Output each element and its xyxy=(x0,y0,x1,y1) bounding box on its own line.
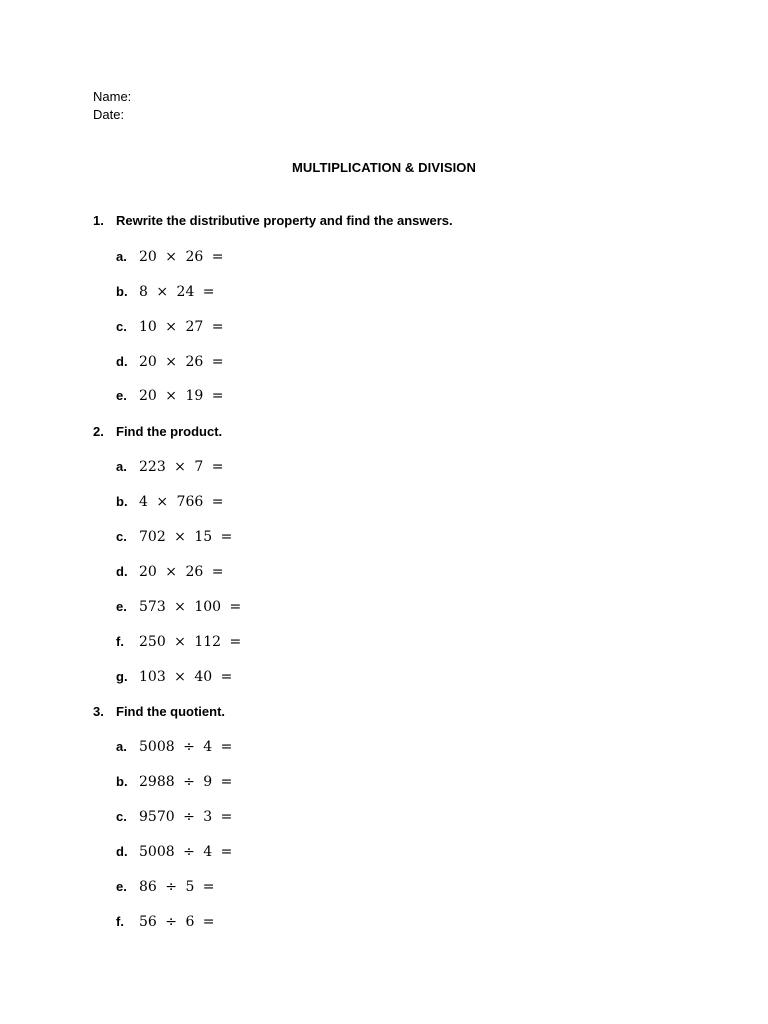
date-label: Date: xyxy=(93,107,125,122)
question-3-item-f xyxy=(116,913,215,931)
item-letter: d. xyxy=(116,354,128,369)
question-1-item-a xyxy=(116,248,223,266)
item-expression: 103 × 40 = xyxy=(139,669,233,685)
question-2-item-g xyxy=(116,668,232,686)
question-number: 2. xyxy=(93,424,104,439)
name-label: Name: xyxy=(93,89,132,104)
item-letter: c. xyxy=(116,529,127,544)
question-prompt: Find the product. xyxy=(116,424,223,439)
question-prompt: Find the quotient. xyxy=(116,704,226,719)
item-letter: g. xyxy=(116,669,128,684)
item-letter: c. xyxy=(116,319,127,334)
item-expression: 9570 ÷ 3 = xyxy=(139,809,233,825)
item-letter: e. xyxy=(116,388,127,403)
item-letter: e. xyxy=(116,599,127,614)
item-letter: a. xyxy=(116,739,127,754)
item-expression: 250 × 112 = xyxy=(139,634,242,650)
item-expression: 2988 ÷ 9 = xyxy=(139,774,233,790)
item-expression: 20 × 19 = xyxy=(139,388,224,404)
item-expression: 20 × 26 = xyxy=(139,354,224,370)
item-expression: 223 × 7 = xyxy=(139,459,224,475)
question-3-item-d xyxy=(116,843,232,861)
item-letter: e. xyxy=(116,879,127,894)
item-expression: 5008 ÷ 4 = xyxy=(139,844,233,860)
item-letter: f. xyxy=(116,914,124,929)
item-expression: 702 × 15 = xyxy=(139,529,233,545)
item-letter: a. xyxy=(116,249,127,264)
question-2-item-d xyxy=(116,563,223,581)
question-number: 3. xyxy=(93,704,104,719)
question-2-item-f xyxy=(116,633,241,651)
item-expression: 10 × 27 = xyxy=(139,319,224,335)
question-3-item-e xyxy=(116,878,215,896)
item-expression: 573 × 100 = xyxy=(139,599,242,615)
item-expression: 5008 ÷ 4 = xyxy=(139,739,233,755)
question-2 xyxy=(93,424,222,440)
item-letter: a. xyxy=(116,459,127,474)
question-2-item-e xyxy=(116,598,241,616)
item-expression: 20 × 26 = xyxy=(139,249,224,265)
question-1-item-e xyxy=(116,387,223,405)
item-letter: b. xyxy=(116,494,128,509)
item-expression: 8 × 24 = xyxy=(139,284,215,300)
item-letter: d. xyxy=(116,844,128,859)
item-expression: 4 × 766 = xyxy=(139,494,224,510)
question-3-item-b xyxy=(116,773,232,791)
question-1-item-c xyxy=(116,318,223,336)
question-3-item-c xyxy=(116,808,232,826)
question-3-item-a xyxy=(116,738,232,756)
question-1-item-d xyxy=(116,353,223,371)
item-letter: b. xyxy=(116,284,128,299)
question-2-item-b xyxy=(116,493,223,511)
item-letter: d. xyxy=(116,564,128,579)
item-letter: c. xyxy=(116,809,127,824)
item-expression: 86 ÷ 5 = xyxy=(139,879,215,895)
question-3 xyxy=(93,704,225,720)
question-2-item-a xyxy=(116,458,223,476)
question-2-item-c xyxy=(116,528,232,546)
question-1 xyxy=(93,213,453,229)
item-expression: 20 × 26 = xyxy=(139,564,224,580)
item-letter: b. xyxy=(116,774,128,789)
item-expression: 56 ÷ 6 = xyxy=(139,914,215,930)
item-letter: f. xyxy=(116,634,124,649)
page-title: MULTIPLICATION & DIVISION xyxy=(291,160,476,175)
question-prompt: Rewrite the distributive property and find the answers. xyxy=(116,213,453,228)
question-number: 1. xyxy=(93,213,104,228)
question-1-item-b xyxy=(116,283,215,301)
